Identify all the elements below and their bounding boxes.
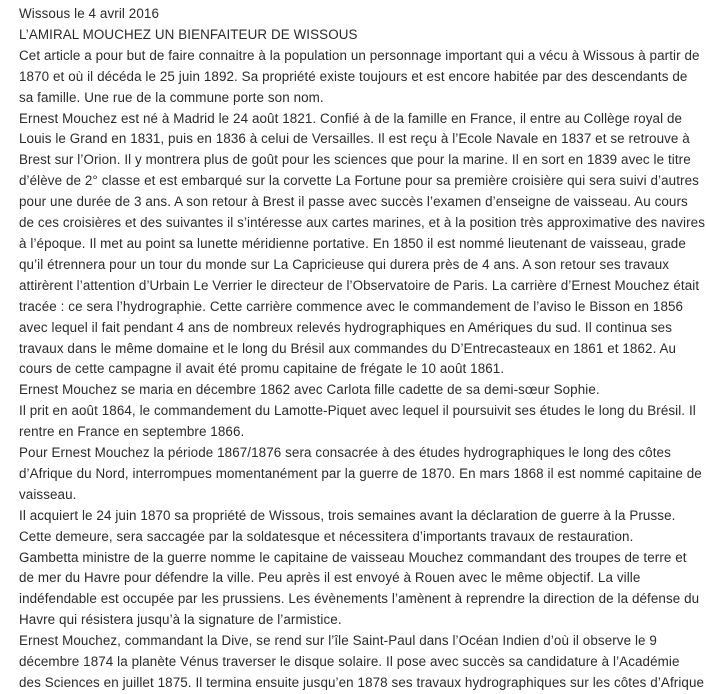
text-line: qu’il étrennera pour un tour du monde sur La Capricieuse qui durera près de 4 ans. A son retour ses travaux xyxy=(19,256,670,272)
text-line: Ernest Mouchez, commandant la Dive, se rend sur l’île Saint-Paul dans l’Océan Indien d’où il observe le 9 xyxy=(19,633,657,649)
text-line: sa famille. Une rue de la commune porte son nom. xyxy=(19,89,324,105)
text-line: avec lequel il fait pendant 4 ans de nombreux relevés hydrographiques en Amériques du sud. Il continua ses xyxy=(19,319,673,335)
text-line: à l’époque. Il met au point sa lunette méridienne portative. En 1850 il est nommé lieutenant de vaisseau, grade xyxy=(19,235,686,251)
text-line: Ernest Mouchez est né à Madrid le 24 août 1821. Confié à de la famille en France, il entre au Collège royal de xyxy=(19,110,683,126)
text-line: des Sciences en juillet 1875. Il termina ensuite jusqu’en 1878 ses travaux hydrographiques sur les côtes d’Afrique xyxy=(19,675,705,690)
text-line: cours de cette campagne il avait été promu capitaine de frégate le 10 août 1861. xyxy=(19,361,505,377)
article xyxy=(19,4,706,694)
article-title: L’AMIRAL MOUCHEZ UN BIENFAITEUR DE WISSOUS xyxy=(19,26,358,42)
text-line: 1870 et où il décéda le 25 juin 1892. Sa propriété existe toujours et est encore habitée par des descendants de xyxy=(19,68,688,84)
text-line: Cet article a pour but de faire connaitre à la population un personnage important qui a vécu à Wissous à partir de xyxy=(19,47,700,63)
text-line: indéfendable est occupée par les prussiens. Les évènements l’amènent à reprendre la direction de la défense du xyxy=(19,591,700,607)
text-line: décembre 1874 la planète Vénus traverser le disque solaire. Il pose avec succès sa candidature à l’Académie xyxy=(19,654,680,670)
text-line: de mer du Havre pour défendre la ville. Peu après il est envoyé à Rouen avec le même objectif. La ville xyxy=(19,570,641,586)
text-line: rentre en France en septembre 1866. xyxy=(19,424,245,440)
text-line: pour une durée de 3 ans. A son retour à Brest il passe avec succès l’examen d’enseigne de vaisseau. Au cours xyxy=(19,194,688,210)
text-line: tracée : ce sera l’hydrographie. Cette carrière commence avec le commandement de l’aviso le Bisson en 1856 xyxy=(19,298,684,314)
dateline: Wissous le 4 avril 2016 xyxy=(19,6,159,21)
text-line: Gambetta ministre de la guerre nomme le capitaine de vaisseau Mouchez commandant des troupes de terre et xyxy=(19,549,687,565)
text-line: Pour Ernest Mouchez la période 1867/1876 sera consacrée à des études hydrographiques le long des côtes xyxy=(19,445,671,461)
text-line: travaux dans le même domaine et le long du Brésil aux commandes du D’Entrecasteaux en 1861 et 1862. Au xyxy=(19,340,677,356)
text-line: Brest sur l’Orion. Il y montrera plus de goût pour les sciences que pour la marine. Il en sort en 1839 avec le titre xyxy=(19,152,691,168)
text-line: de ces croisières et des suivantes il s’intéresse aux cartes marines, et à la position très approximative des navires xyxy=(19,215,706,231)
text-line: Louis le Grand en 1831, puis en 1836 à celui de Versailles. Il est reçu à l’Ecole Navale en 1837 et se retrouve à xyxy=(19,131,690,147)
text-line: attirèrent l’attention d’Urbain Le Verrier le directeur de l’Observatoire de Paris. La carrière d’Ernest Mouchez était xyxy=(19,277,700,293)
text-line: Il prit en août 1864, le commandement du Lamotte-Piquet avec lequel il poursuivit ses études le long du Brésil. Il xyxy=(19,403,696,419)
text-line: d’élève de 2° classe et est embarqué sur la corvette La Fortune pour sa première croisière qui sera suivi d’autres xyxy=(19,173,699,189)
text-line: Cette demeure, sera saccagée par la soldatesque et nécessitera d’importants travaux de restauration. xyxy=(19,528,634,544)
text-line: Ernest Mouchez se maria en décembre 1862 avec Carlota fille cadette de sa demi-sœur Sophie. xyxy=(19,382,600,398)
text-line: d’Afrique du Nord, interrompues momentanément par la guerre de 1870. En mars 1868 il est nommé capitaine de xyxy=(19,465,702,481)
text-line: vaisseau. xyxy=(19,486,77,502)
text-line: Il acquiert le 24 juin 1870 sa propriété de Wissous, trois semaines avant la déclaration de guerre à la Prusse. xyxy=(19,507,676,523)
text-line: Havre qui résistera jusqu’à la signature de l’armistice. xyxy=(19,612,342,628)
